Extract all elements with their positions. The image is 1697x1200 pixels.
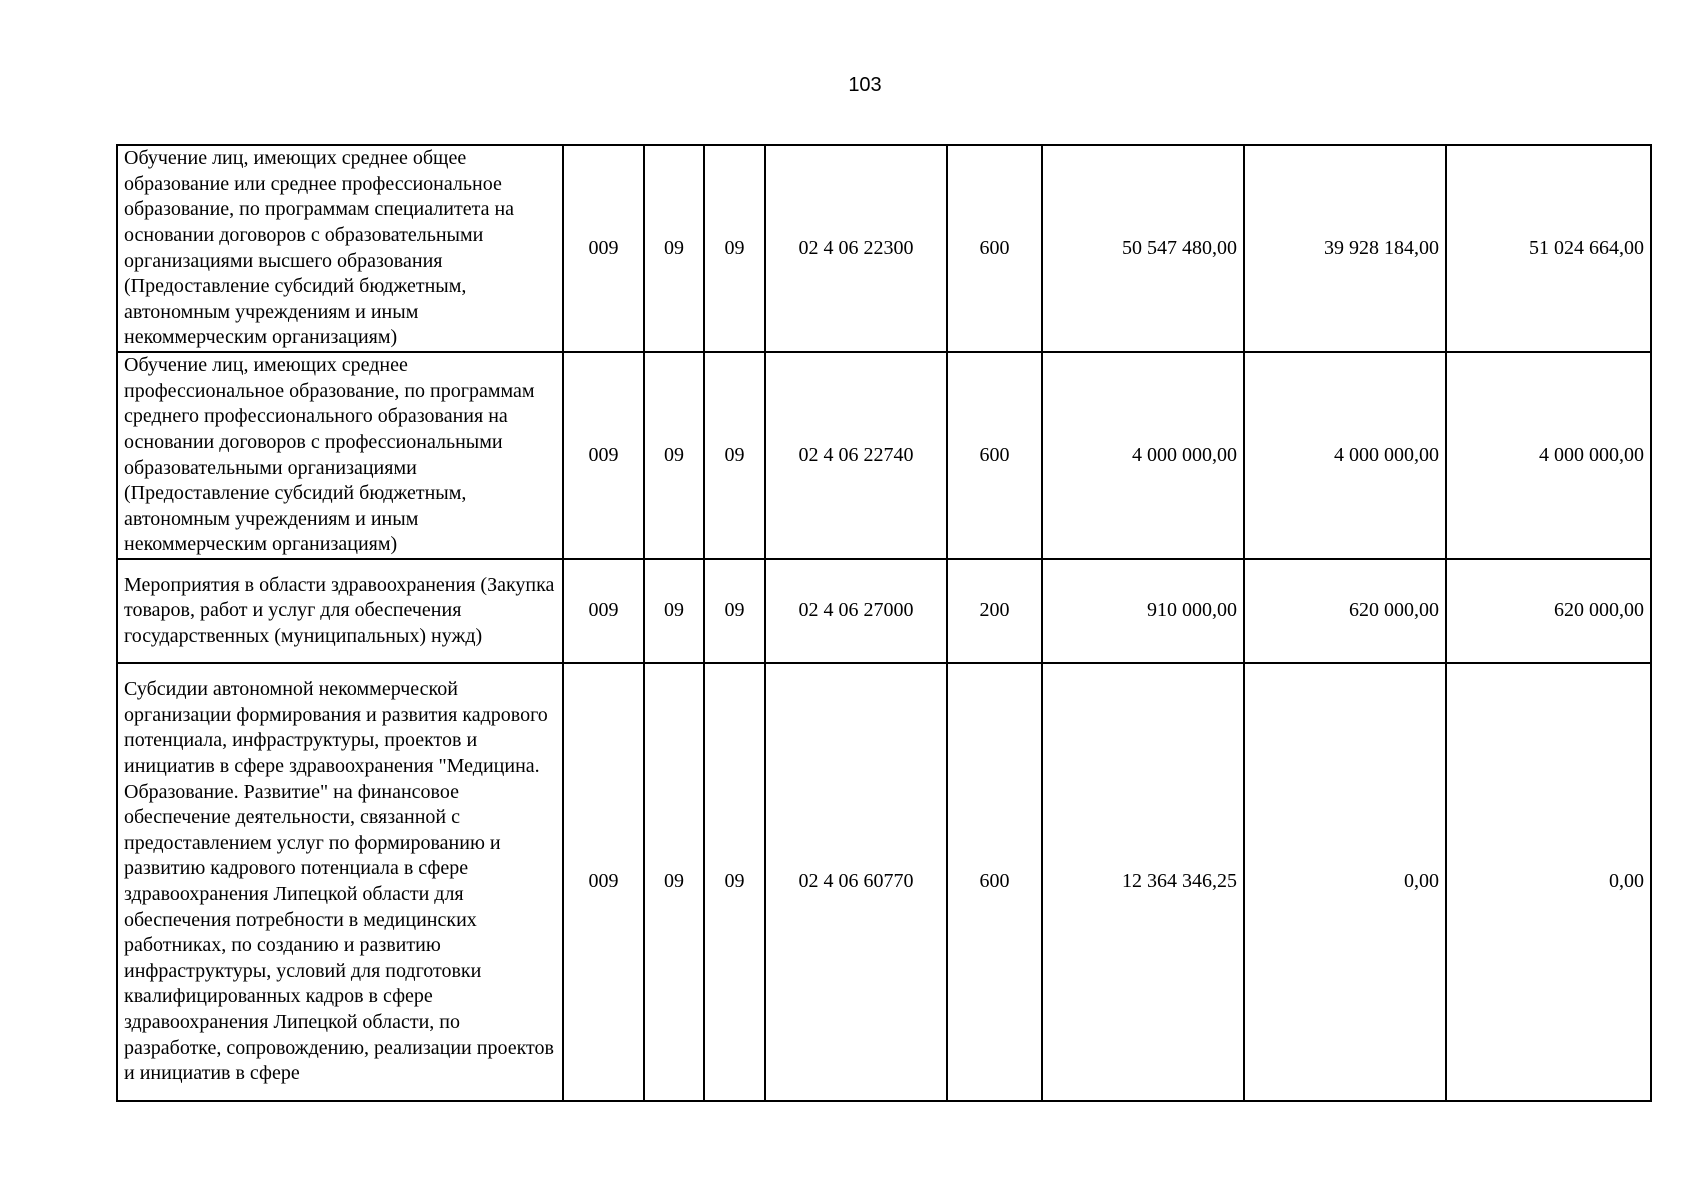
ministry-code: 009 [563, 663, 644, 1101]
target-code: 02 4 06 27000 [765, 559, 947, 663]
expense-type-code: 200 [947, 559, 1042, 663]
target-code: 02 4 06 22740 [765, 352, 947, 559]
amount-year-1: 50 547 480,00 [1042, 145, 1244, 352]
amount-year-3: 51 024 664,00 [1446, 145, 1651, 352]
ministry-code: 009 [563, 145, 644, 352]
ministry-code: 009 [563, 559, 644, 663]
budget-table [116, 144, 1652, 1102]
amount-year-3: 620 000,00 [1446, 559, 1651, 663]
target-code: 02 4 06 60770 [765, 663, 947, 1101]
table-row [117, 352, 1651, 559]
section-code: 09 [644, 559, 704, 663]
expense-type-code: 600 [947, 352, 1042, 559]
row-description: Обучение лиц, имеющих среднее общее образование или среднее профессиональное образование, по программам специалитета на основании договоров с образовательными организациями высшего образования (Предоставление субсидий бюджетным, автономным учреждениям и иным некоммерческим организациям) [117, 145, 563, 352]
amount-year-2: 0,00 [1244, 663, 1446, 1101]
table-row [117, 145, 1651, 352]
amount-year-1: 910 000,00 [1042, 559, 1244, 663]
amount-year-2: 4 000 000,00 [1244, 352, 1446, 559]
target-code: 02 4 06 22300 [765, 145, 947, 352]
row-description: Субсидии автономной некоммерческой организации формирования и развития кадрового потенциала, инфраструктуры, проектов и инициатив в сфере здравоохранения "Медицина. Образование. Развитие" на финансовое обеспечение деятельности, связанной с предоставлением услуг по формированию и развитию кадрового потенциала в сфере здравоохранения Липецкой области для обеспечения потребности в медицинских работниках, по созданию и развитию инфраструктуры, условий для подготовки квалифицированных кадров в сфере здравоохранения Липецкой области, по разработке, сопровождению, реализации проектов и инициатив в сфере [117, 663, 563, 1101]
amount-year-1: 12 364 346,25 [1042, 663, 1244, 1101]
amount-year-1: 4 000 000,00 [1042, 352, 1244, 559]
section-code: 09 [644, 145, 704, 352]
row-description: Обучение лиц, имеющих среднее профессиональное образование, по программам среднего профессионального образования на основании договоров с профессиональными образовательными организациями (Предоставление субсидий бюджетным, автономным учреждениям и иным некоммерческим организациям) [117, 352, 563, 559]
amount-year-2: 39 928 184,00 [1244, 145, 1446, 352]
section-code: 09 [644, 663, 704, 1101]
subsection-code: 09 [704, 559, 765, 663]
table-row [117, 559, 1651, 663]
subsection-code: 09 [704, 352, 765, 559]
row-description: Мероприятия в области здравоохранения (Закупка товаров, работ и услуг для обеспечения государственных (муниципальных) нужд) [117, 559, 563, 663]
amount-year-2: 620 000,00 [1244, 559, 1446, 663]
expense-type-code: 600 [947, 145, 1042, 352]
ministry-code: 009 [563, 352, 644, 559]
subsection-code: 09 [704, 145, 765, 352]
table-row [117, 663, 1651, 1101]
expense-type-code: 600 [947, 663, 1042, 1101]
subsection-code: 09 [704, 663, 765, 1101]
amount-year-3: 4 000 000,00 [1446, 352, 1651, 559]
amount-year-3: 0,00 [1446, 663, 1651, 1101]
page-number: 103 [848, 74, 882, 96]
section-code: 09 [644, 352, 704, 559]
